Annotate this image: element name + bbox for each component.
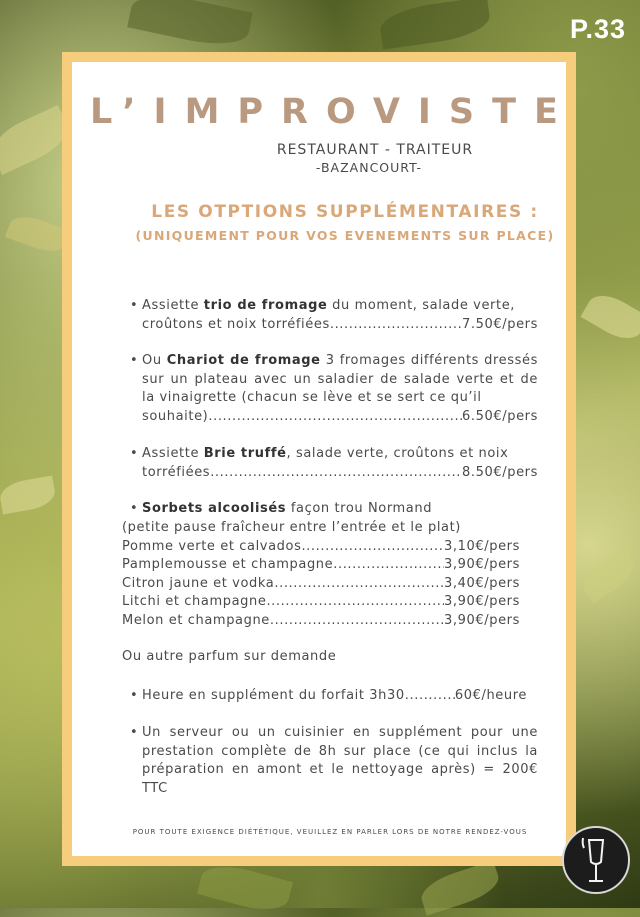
- bullet-icon: •: [130, 725, 139, 740]
- menu-frame: [62, 52, 576, 866]
- sorbet-flavor-row: [122, 556, 520, 575]
- leader-dots: [301, 538, 444, 557]
- background-foliage: [127, 0, 253, 52]
- option-trio-price-row: [142, 316, 538, 335]
- background-foliage: [378, 0, 492, 49]
- background-foliage: [0, 475, 57, 514]
- option-trio-line1: [142, 297, 538, 316]
- brand-location: -BAZANCOURT-: [315, 160, 423, 175]
- sorbet-flavor-list: [122, 538, 538, 631]
- sorbet-flavor-name: Litchi et champagne: [122, 594, 267, 609]
- sorbets-note: (petite pause fraîcheur entre l’entrée et le plat): [122, 520, 461, 535]
- wine-glass-icon: [564, 828, 628, 892]
- sorbet-flavor-name: Pomme verte et calvados: [122, 538, 302, 554]
- option-trio-pre: Assiette: [142, 298, 204, 313]
- wine-glass-logo-icon: [562, 826, 630, 894]
- leader-dots: [274, 575, 444, 594]
- brand-title: L’IMPROVISTE: [90, 92, 576, 132]
- dietary-footer: POUR TOUTE EXIGENCE DIÉTÉTIQUE, VEUILLEZ EN PARLER LORS DE NOTRE RENDEZ-VOUS: [132, 828, 528, 836]
- leader-dots: [208, 408, 462, 427]
- option-chariot-bold: Chariot de fromage: [166, 353, 321, 368]
- background-foliage: [197, 859, 293, 917]
- option-chariot-line-last: souhaite): [142, 408, 209, 424]
- option-brie-bold: Brie truffé: [203, 446, 287, 461]
- option-hour-row: [142, 687, 527, 706]
- option-trio-post: du moment, salade verte,: [327, 298, 516, 313]
- sorbet-flavor-price: 3,40€/pers: [444, 575, 520, 591]
- brand-subtitle: RESTAURANT - TRAITEUR: [276, 142, 474, 158]
- sorbet-flavor-row: [122, 575, 520, 594]
- bullet-icon: •: [130, 298, 139, 313]
- sorbet-flavor-price: 3,90€/pers: [444, 557, 520, 572]
- option-hour-label: Heure en supplément du forfait 3h30: [142, 688, 405, 703]
- sorbet-flavor-name: Melon et champagne: [122, 612, 270, 628]
- option-chariot-desc: [142, 352, 538, 408]
- option-trio-fromage: [122, 297, 538, 334]
- leader-dots: [330, 316, 462, 335]
- option-extra-hour: [122, 687, 538, 706]
- option-trio-price: 7.50€/pers: [462, 316, 538, 332]
- background-foliage: [577, 546, 640, 604]
- option-sorbets: [122, 500, 538, 519]
- option-chariot-post: 3 fromages différents dressés sur un plateau avec un saladier de salade verte et de la vinaigrette (chacun se lève et se sert ce qu’il: [142, 353, 538, 405]
- section-title: LES OTPTIONS SUPPLÉMENTAIRES :: [151, 202, 539, 222]
- sorbet-flavor-price: 3,10€/pers: [444, 538, 520, 554]
- option-extra-staff: [122, 724, 538, 798]
- leader-dots: [266, 593, 444, 612]
- option-brie-truffe: [122, 445, 538, 482]
- sorbet-flavor-price: 3,90€/pers: [444, 594, 520, 609]
- sorbet-flavor-price: 3,90€/pers: [444, 612, 520, 628]
- leader-dots: [270, 612, 444, 631]
- sorbet-flavor-row: [122, 593, 520, 612]
- option-trio-line2: croûtons et noix torréfiées: [142, 316, 330, 332]
- option-brie-line2: torréfiées: [142, 464, 211, 480]
- sorbets-other: Ou autre parfum sur demande: [122, 649, 337, 664]
- option-trio-bold: trio de fromage: [203, 298, 328, 313]
- option-brie-post: , salade verte, croûtons et noix: [286, 446, 509, 461]
- option-hour-price: 60€/heure: [454, 688, 527, 703]
- bullet-icon: •: [130, 353, 139, 368]
- bullet-icon: •: [130, 501, 139, 516]
- option-sorbets-bold: Sorbets alcoolisés: [142, 501, 287, 516]
- section-subtitle: (UNIQUEMENT POUR VOS EVENEMENTS SUR PLACE): [135, 228, 555, 243]
- leader-dots: [405, 687, 455, 706]
- sorbets-block: [122, 519, 538, 667]
- sorbet-flavor-name: Pamplemousse et champagne: [122, 557, 334, 572]
- bullet-icon: •: [130, 446, 139, 461]
- option-brie-price-row: [142, 464, 538, 483]
- leader-dots: [210, 464, 462, 483]
- option-sorbets-post: façon trou Normand: [286, 501, 433, 516]
- option-brie-line1: [142, 445, 538, 464]
- option-brie-price: 8.50€/pers: [462, 464, 538, 480]
- option-staff-text: Un serveur ou un cuisinier en supplément pour une prestation complète de 8h sur place (ce qui inclus la préparation en amont et le nettoyage après) = 200€ TTC: [142, 725, 538, 796]
- leader-dots: [333, 556, 444, 575]
- option-chariot-pre: Ou: [142, 353, 167, 368]
- sorbet-flavor-row: [122, 612, 520, 631]
- background-foliage: [417, 860, 503, 915]
- page-number: P.33: [569, 14, 626, 44]
- option-chariot-price: 6.50€/pers: [462, 408, 538, 424]
- option-brie-pre: Assiette: [142, 446, 204, 461]
- background-foliage: [581, 287, 640, 346]
- option-chariot-price-row: [142, 408, 538, 427]
- option-chariot-fromage: [122, 352, 538, 426]
- sorbet-flavor-row: [122, 538, 520, 557]
- bullet-icon: •: [130, 688, 139, 703]
- menu-card: [72, 62, 576, 856]
- sorbet-flavor-name: Citron jaune et vodka: [122, 575, 275, 591]
